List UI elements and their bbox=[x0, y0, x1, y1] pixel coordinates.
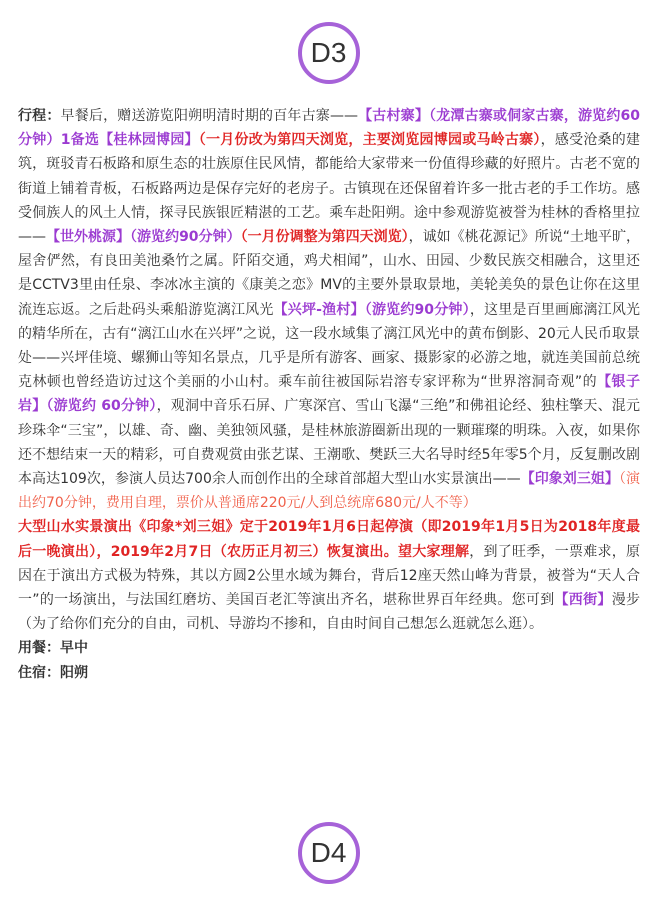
spot-xingping-note: （游览约90分钟） bbox=[364, 301, 470, 318]
spot-guzhai: 【古村寨】 bbox=[357, 108, 430, 124]
day-badge-d4 bbox=[298, 822, 360, 884]
itinerary-text: ，观洞中音乐石屏、广寒深宫、雪山飞瀑“三绝”和佛祖论经、独柱擎天、混元珍珠伞“三宝”，以雄、奇、幽、美独领风骚，是桂林旅游圈新出现的一颗璀璨的明珠。入夜，如果你还不想结束一天的精彩，可自费观赏由张艺谋、王潮歌、樊跃三大名导时经5年零5个月，反复删改剧本高达109次，参演人员达700余人而创作出的全球首部超大型山水实景演出—— bbox=[18, 398, 640, 488]
itinerary-text: 漫步（为了给你们充分的自由，司机、导游均不掺和，自由时间自己想怎么逛就怎么逛）。 bbox=[18, 592, 640, 633]
meals-value: 早中 bbox=[60, 640, 88, 657]
spot-garden-note: （一月份改为第四天浏览，主要浏览园博园或马岭古寨） bbox=[198, 132, 541, 149]
itinerary-text: ，感受沧桑的建筑，斑驳青石板路和原生态的壮族原住民风情，都能给大家带来一份值得珍藏的好照片。古老不宽的街道上铺着青板，石板路两边是保存完好的老房子。古镇现在还保留着许多一批古老的手工作坊。感受侗族人的风土人情，探寻民族银匠精湛的工艺。乘车赴阳朔。途中参观游览被誉为桂林的香格里拉—— bbox=[18, 132, 641, 246]
spot-taoyuan-note: （游览约90分钟） bbox=[130, 229, 241, 246]
alt-label: 1备选 bbox=[60, 132, 100, 149]
spot-xingping: 【兴坪-渔村】 bbox=[273, 301, 365, 318]
lodging-value: 阳朔 bbox=[60, 664, 88, 681]
notice-paragraph bbox=[18, 515, 640, 636]
spot-garden: 【桂林园博园】 bbox=[99, 132, 199, 149]
itinerary-label: 行程： bbox=[18, 108, 61, 124]
spot-show: 【印象刘三姐】 bbox=[520, 471, 619, 488]
spot-guzhai-note: （龙潭古寨或侗家古寨，游览约60分钟） bbox=[18, 108, 641, 149]
spot-xijie: 【西街】 bbox=[554, 592, 612, 609]
spot-taoyuan-adjust: （一月份调整为第四天浏览） bbox=[240, 229, 409, 246]
spot-yinziyan-note: （游览约 60分钟） bbox=[46, 398, 157, 415]
itinerary-text: 早餐后，赠送游览阳朔明清时期的百年古寨—— bbox=[60, 108, 358, 124]
itinerary-paragraph bbox=[18, 104, 640, 515]
itinerary-text: ，到了旺季，一票难求，原因在于演出方式极为特殊，其以方圆2公里水域为舞台，背后12座天然山峰为背景，被誉为“天人合一”的一场演出，与法国红磨坊、美国百老汇等演出齐名，堪称世界百年经典。您可到 bbox=[18, 543, 640, 609]
spot-taoyuan: 【世外桃源】 bbox=[46, 229, 131, 246]
lodging-line bbox=[18, 661, 640, 685]
day-label: D4 bbox=[310, 837, 347, 868]
day-badge-d3 bbox=[298, 22, 360, 84]
itinerary-content bbox=[18, 104, 640, 685]
show-price-note: （演出约70分钟，费用自理，票价从普通席220元/人到总统席680元/人不等） bbox=[18, 471, 641, 512]
day-label: D3 bbox=[310, 37, 347, 68]
itinerary-text: ，诚如《桃花源记》所说“土地平旷，屋舍俨然，有良田美池桑竹之属。阡陌交通，鸡犬相闻”，山水、田园、少数民族交相融合，这里还是CCTV3里由任泉、李冰冰主演的《康美之恋》MV的主要外景取景地，美轮美奂的景色让你在这里流连忘返。之后赴码头乘船游览漓江风光 bbox=[18, 229, 640, 318]
show-suspension-notice: 大型山水实景演出《印象*刘三姐》定于2019年1月6日起停演（即2019年1月5日为2018年度最后一晚演出），2019年2月7日（农历正月初三）恢复演出。望大家理解 bbox=[18, 519, 640, 560]
meals-line bbox=[18, 636, 640, 660]
spot-yinziyan: 【银子岩】 bbox=[18, 374, 640, 415]
itinerary-text: ，这里是百里画廊漓江风光的精华所在，古有“漓江山水在兴坪”之说，这一段水域集了漓江风光中的黄布倒影、20元人民币取景处——兴坪佳境、螺狮山等知名景点，几乎是所有游客、画家、摄影家的必游之地，就连美国前总统克林顿也曾经造访过这个美丽的小山村。乘车前往被国际岩溶专家评称为“世界溶洞奇观”的 bbox=[18, 301, 641, 391]
lodging-label: 住宿： bbox=[18, 664, 60, 681]
meals-label: 用餐： bbox=[18, 640, 60, 657]
